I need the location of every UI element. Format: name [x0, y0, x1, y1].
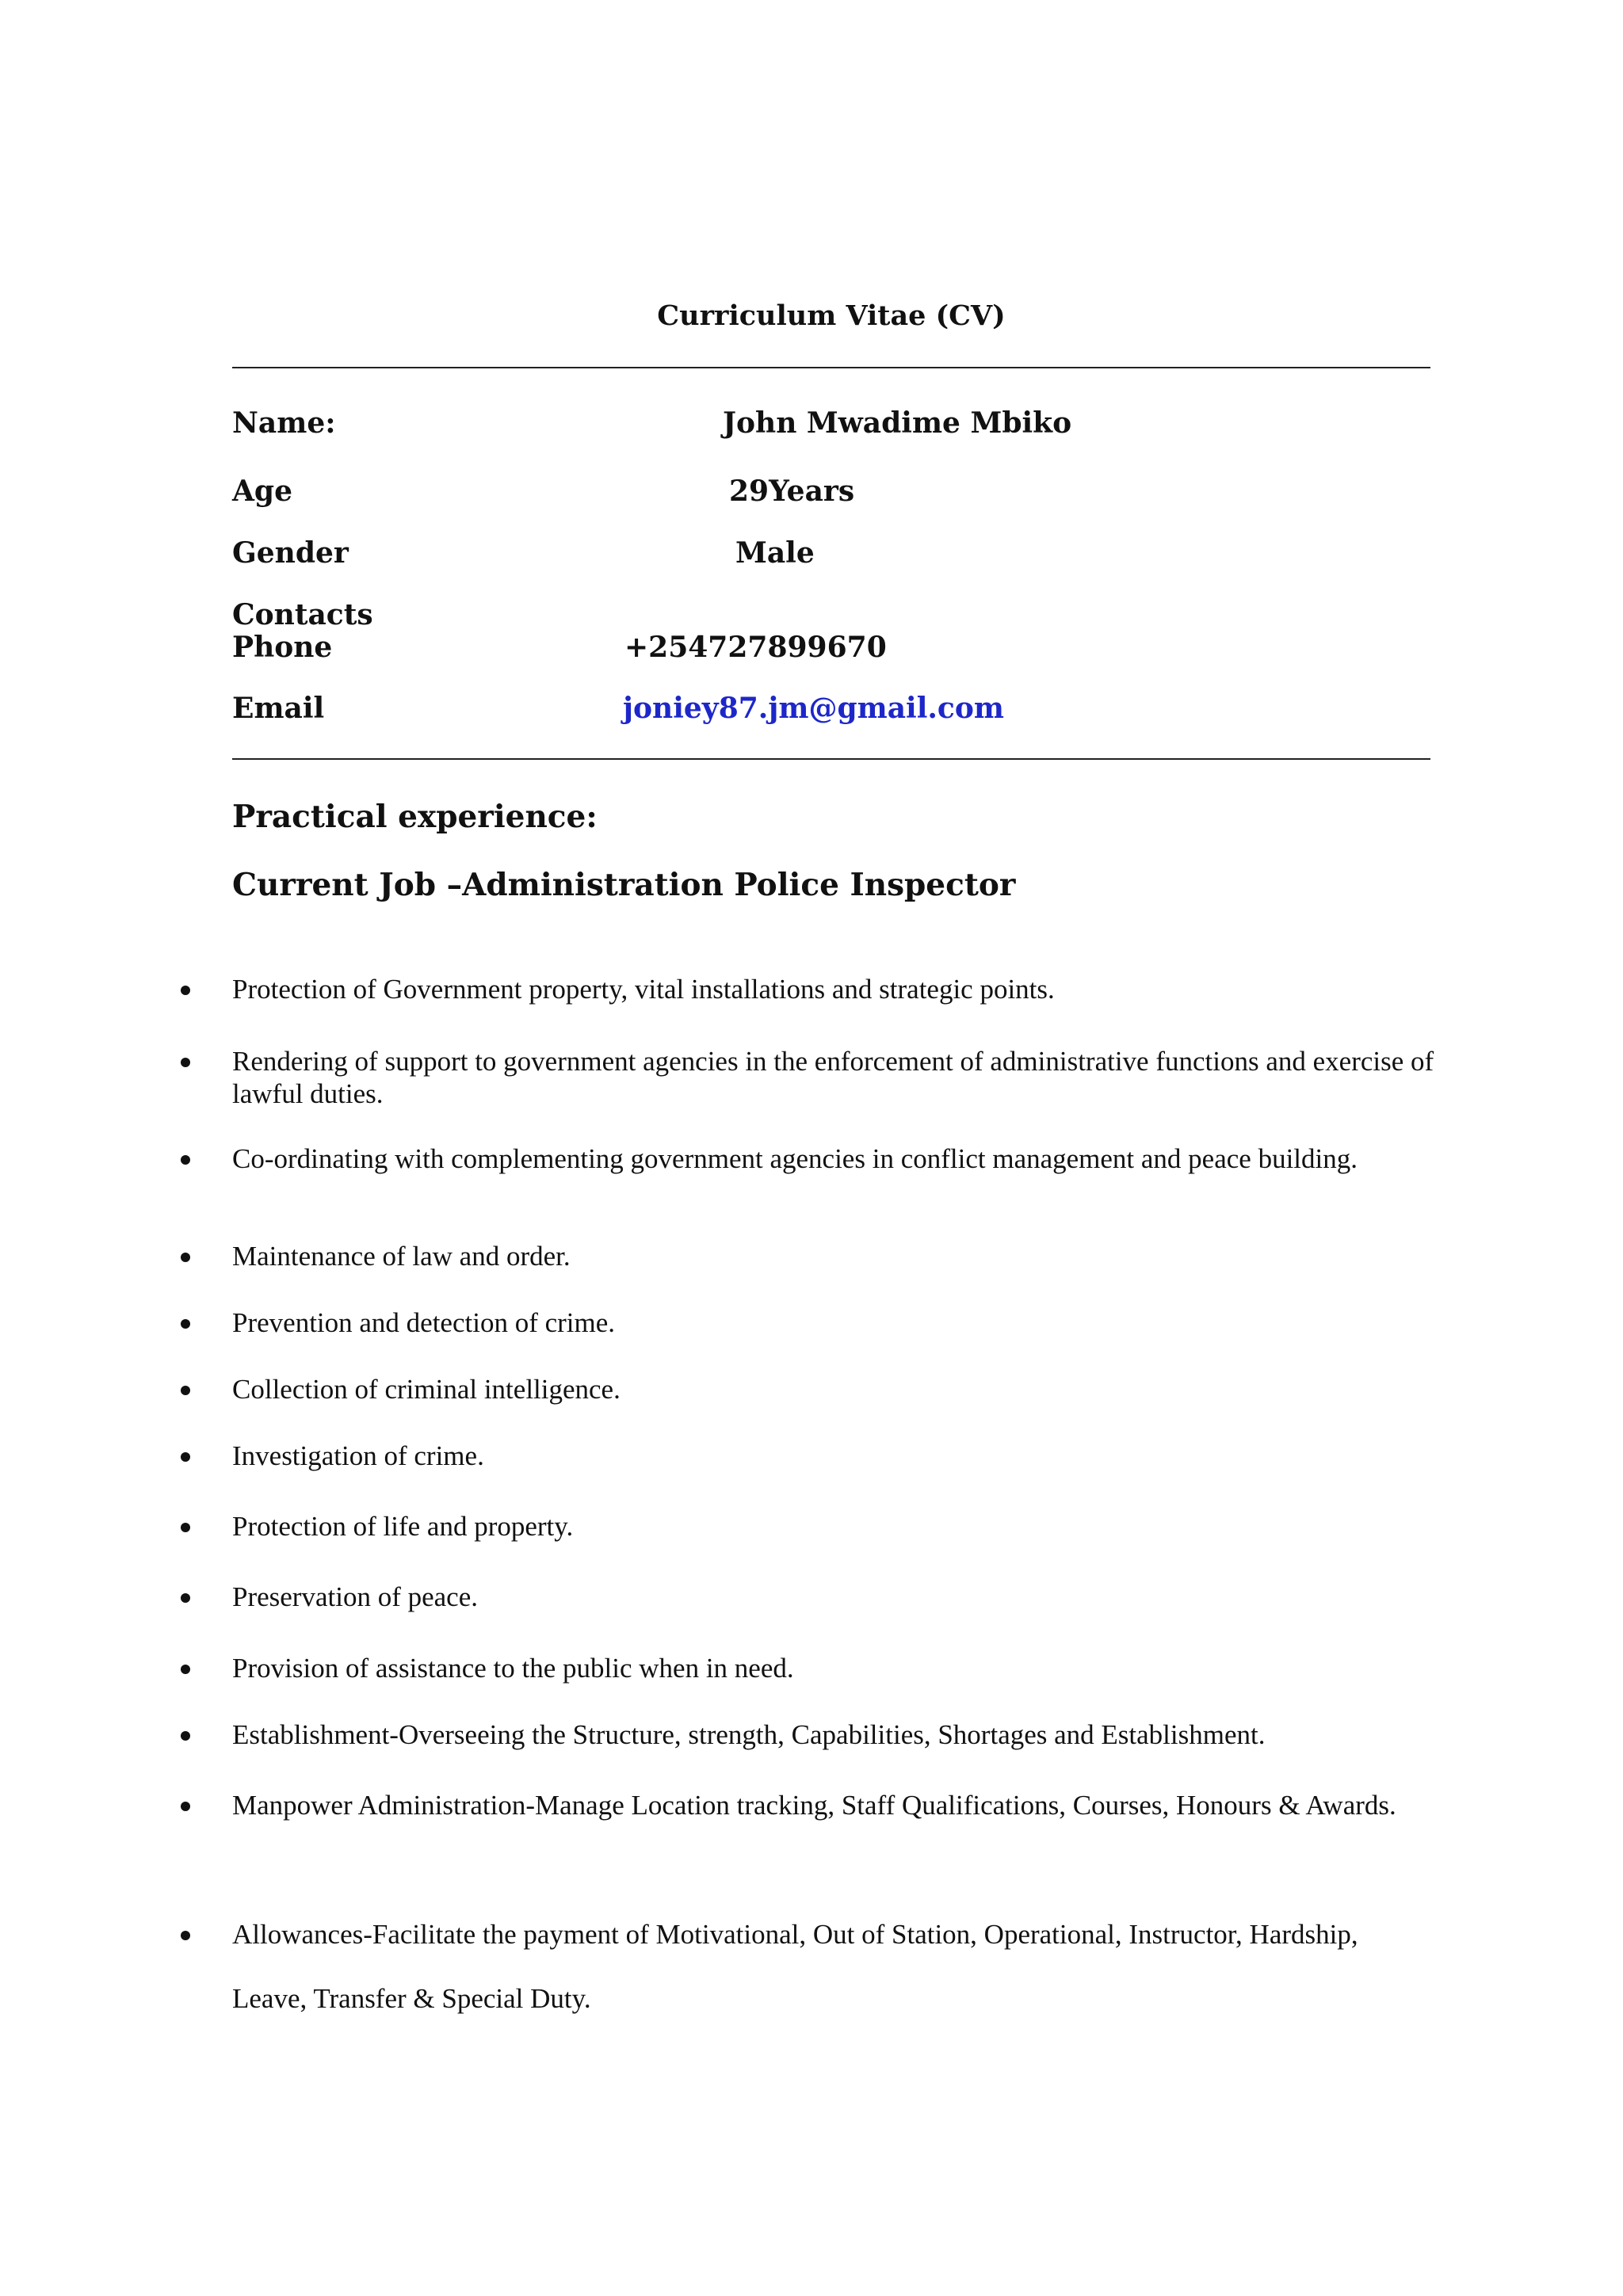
practical-experience-heading: Practical experience: — [232, 799, 598, 835]
list-item: Prevention and detection of crime. — [232, 1307, 616, 1338]
age-label: Age — [232, 475, 293, 508]
bullet-icon — [181, 1155, 190, 1165]
bullet-icon — [181, 986, 190, 995]
bullet-icon — [181, 1319, 190, 1329]
bullet-icon — [181, 1593, 190, 1603]
name-label: Name: — [232, 406, 336, 440]
bullet-icon — [181, 1731, 190, 1741]
phone-value: +254727899670 — [624, 631, 887, 664]
list-item: Establishment-Overseeing the Structure, strength, Capabilities, Shortages and Establishment. — [232, 1719, 1266, 1750]
age-value: 29Years — [729, 475, 855, 508]
list-item: Manpower Administration-Manage Location tracking, Staff Qualifications, Courses, Honours & Awards. — [232, 1790, 1396, 1821]
list-item: Provision of assistance to the public when in need. — [232, 1653, 794, 1684]
bullet-icon — [181, 1452, 190, 1462]
contacts-label: Contacts — [232, 598, 373, 631]
top-divider — [232, 367, 1430, 368]
list-item: Investigation of crime. — [232, 1440, 484, 1471]
list-item: Maintenance of law and order. — [232, 1241, 571, 1272]
list-item: Preservation of peace. — [232, 1581, 478, 1612]
bullet-icon — [181, 1665, 190, 1674]
current-job-heading: Current Job –Administration Police Inspector — [232, 867, 1016, 903]
bottom-divider — [232, 758, 1430, 760]
gender-label: Gender — [232, 536, 349, 570]
bullet-icon — [181, 1253, 190, 1262]
email-label: Email — [232, 692, 325, 725]
phone-label: Phone — [232, 631, 333, 664]
document-title: Curriculum Vitae (CV) — [657, 299, 1006, 332]
list-item: Protection of Government property, vital installations and strategic points. — [232, 974, 1055, 1005]
bullet-icon — [181, 1523, 190, 1532]
name-value: John Mwadime Mbiko — [723, 406, 1072, 440]
bullet-icon — [181, 1058, 190, 1067]
list-item: Co-ordinating with complementing government agencies in conflict management and peace building. — [232, 1143, 1358, 1174]
bullet-icon — [181, 1386, 190, 1395]
list-item: Rendering of support to government agencies in the enforcement of administrative functions and exercise of lawful duties. — [232, 1046, 1434, 1109]
bullet-icon — [181, 1802, 190, 1811]
list-item: Protection of life and property. — [232, 1511, 574, 1542]
list-item: Collection of criminal intelligence. — [232, 1374, 621, 1405]
list-item: Allowances-Facilitate the payment of Motivational, Out of Station, Operational, Instructor, Hardship, Leave, Transfer & Special Duty. — [232, 1919, 1358, 2014]
bullet-icon — [181, 1931, 190, 1940]
gender-value: Male — [735, 536, 815, 570]
email-link[interactable]: joniey87.jm@gmail.com — [623, 692, 1004, 725]
